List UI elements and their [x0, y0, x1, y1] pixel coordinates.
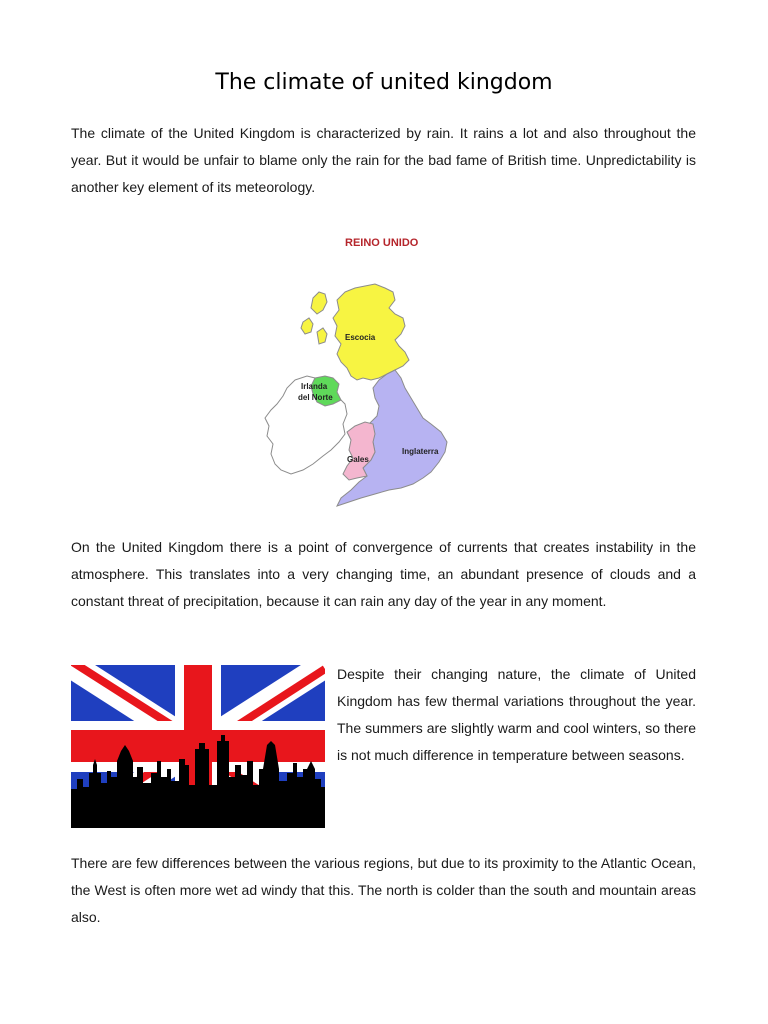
paragraph-convergence: On the United Kingdom there is a point of convergence of currents that creates instability in the atmosphere. This translates into a very changing time, an abundant presence of clouds and a constant threat of precipitation, because it can rain any day of the year in any moment. [71, 539, 696, 609]
page-title: The climate of united kingdom [215, 70, 553, 95]
label-wales: Gales [347, 455, 369, 464]
scotland-region [333, 284, 409, 380]
label-northern-ireland-line2: del Norte [298, 393, 333, 402]
union-jack-skyline-figure [71, 665, 325, 828]
map-title: REINO UNIDO [345, 237, 419, 249]
uk-map-figure [255, 228, 505, 513]
scotland-islands [301, 292, 327, 344]
paragraph-regions: There are few differences between the various regions, but due to its proximity to the Atlantic Ocean, the West is often more wet ad windy that this. The north is colder than the south and mountain areas also. [71, 855, 696, 925]
label-northern-ireland-line1: Irlanda [301, 382, 328, 391]
label-england: Inglaterra [402, 447, 439, 456]
paragraph-thermal-variations: Despite their changing nature, the climate of United Kingdom has few thermal variations throughout the year. The summers are slightly warm and cool winters, so there is not much difference in temperature between seasons. [337, 666, 696, 763]
uk-map-image [255, 228, 505, 513]
label-scotland: Escocia [345, 333, 376, 342]
union-jack-skyline-image [71, 665, 325, 828]
paragraph-intro: The climate of the United Kingdom is characterized by rain. It rains a lot and also throughout the year. But it would be unfair to blame only the rain for the bad fame of British time. Unpredictability is another key element of its meteorology. [71, 125, 696, 195]
